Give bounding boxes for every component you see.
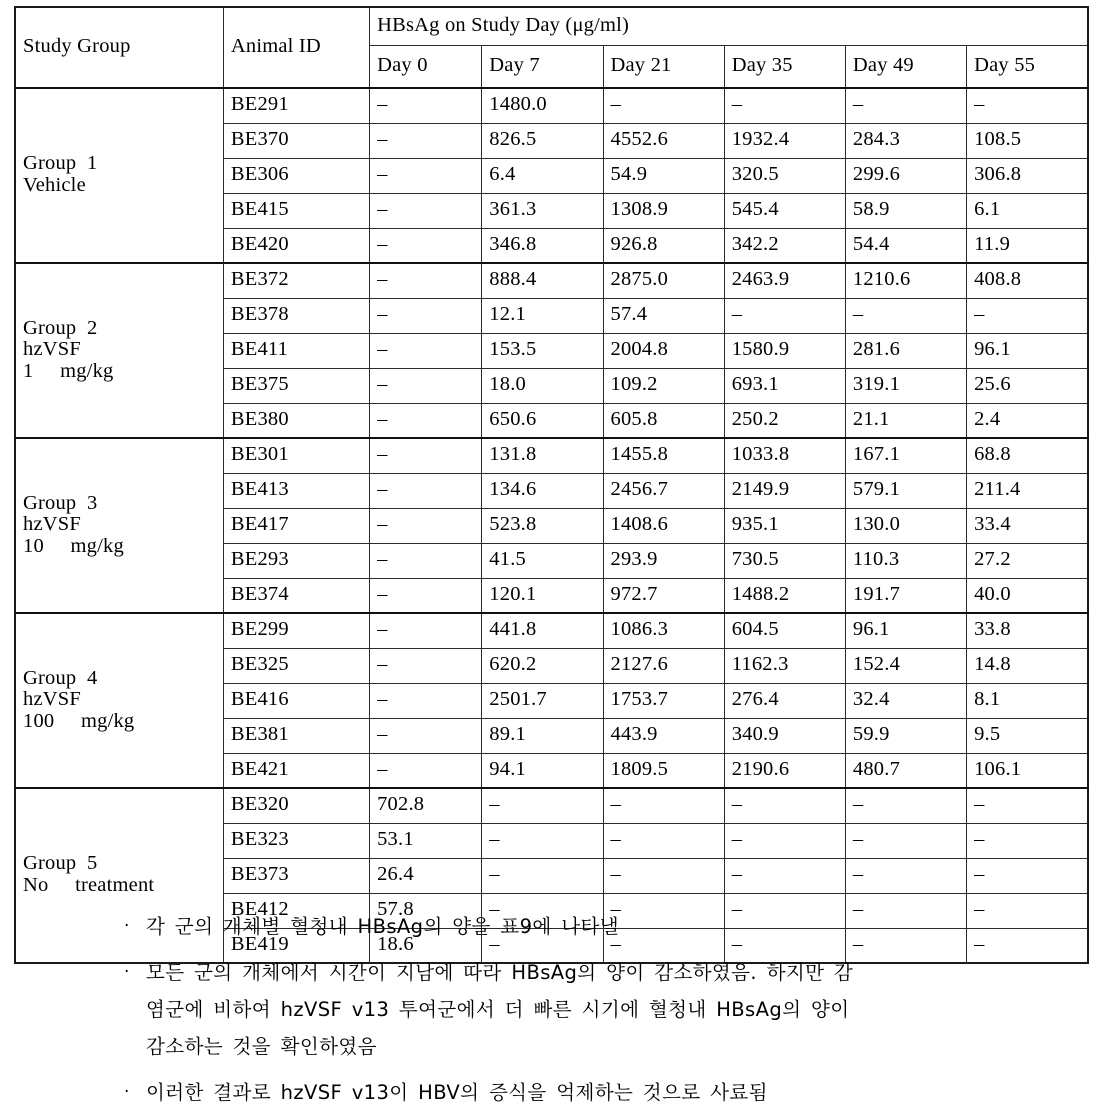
hbsag-value-cell: – [967, 88, 1088, 123]
hbsag-value-cell: 250.2 [724, 403, 845, 438]
note-item [124, 1074, 1084, 1111]
hbsag-value-cell: 2501.7 [482, 683, 603, 718]
hbsag-value-cell: 443.9 [603, 718, 724, 753]
note-line: 염군에 비하여 hzVSF v13 투여군에서 더 빠른 시기에 혈청내 HBsAg의 양이 [146, 998, 850, 1021]
hbsag-table-container [14, 6, 1089, 964]
hbsag-value-cell: 1033.8 [724, 438, 845, 473]
hbsag-value-cell: 361.3 [482, 193, 603, 228]
column-header-day-55: Day 55 [967, 46, 1088, 89]
hbsag-value-cell: – [724, 298, 845, 333]
hbsag-value-cell: 926.8 [603, 228, 724, 263]
hbsag-value-cell: 276.4 [724, 683, 845, 718]
hbsag-value-cell: 96.1 [845, 613, 966, 648]
hbsag-value-cell: 2127.6 [603, 648, 724, 683]
hbsag-value-cell: – [967, 858, 1088, 893]
hbsag-value-cell: – [482, 788, 603, 823]
hbsag-value-cell: 11.9 [967, 228, 1088, 263]
note-line: 모든 군의 개체에서 시간이 지남에 따라 HBsAg의 양이 감소하였음. 하지만 감 [146, 961, 854, 984]
hbsag-value-cell: – [724, 823, 845, 858]
animal-id-cell: BE325 [223, 648, 369, 683]
hbsag-value-cell: 826.5 [482, 123, 603, 158]
hbsag-value-cell: 27.2 [967, 543, 1088, 578]
hbsag-value-cell: – [370, 333, 482, 368]
animal-id-cell: BE372 [223, 263, 369, 298]
hbsag-value-cell: – [370, 228, 482, 263]
hbsag-value-cell: 191.7 [845, 578, 966, 613]
hbsag-value-cell: – [967, 823, 1088, 858]
hbsag-value-cell: 14.8 [967, 648, 1088, 683]
table-row [15, 613, 1088, 648]
hbsag-value-cell: 9.5 [967, 718, 1088, 753]
hbsag-value-cell: 320.5 [724, 158, 845, 193]
hbsag-value-cell: 702.8 [370, 788, 482, 823]
hbsag-value-cell: 96.1 [967, 333, 1088, 368]
hbsag-value-cell: 935.1 [724, 508, 845, 543]
animal-id-cell: BE381 [223, 718, 369, 753]
hbsag-value-cell: 888.4 [482, 263, 603, 298]
study-group-label-line: No treatment [23, 874, 155, 896]
hbsag-value-cell: 523.8 [482, 508, 603, 543]
hbsag-value-cell: 153.5 [482, 333, 603, 368]
animal-id-cell: BE415 [223, 193, 369, 228]
table-row [15, 438, 1088, 473]
hbsag-value-cell: 54.4 [845, 228, 966, 263]
animal-id-cell: BE421 [223, 753, 369, 788]
animal-id-cell: BE420 [223, 228, 369, 263]
hbsag-value-cell: 1480.0 [482, 88, 603, 123]
animal-id-cell: BE306 [223, 158, 369, 193]
animal-id-cell: BE370 [223, 123, 369, 158]
hbsag-value-cell: 57.4 [603, 298, 724, 333]
hbsag-value-cell: 1308.9 [603, 193, 724, 228]
animal-id-cell: BE416 [223, 683, 369, 718]
animal-id-cell: BE412 [223, 893, 369, 928]
hbsag-value-cell: 1162.3 [724, 648, 845, 683]
hbsag-value-cell: – [845, 298, 966, 333]
table-body [15, 88, 1088, 963]
hbsag-value-cell: – [603, 928, 724, 963]
hbsag-value-cell: 54.9 [603, 158, 724, 193]
study-group-cell [15, 263, 223, 438]
hbsag-value-cell: 120.1 [482, 578, 603, 613]
notes-list [124, 908, 1084, 1120]
hbsag-value-cell: 8.1 [967, 683, 1088, 718]
animal-id-cell: BE380 [223, 403, 369, 438]
hbsag-value-cell: – [370, 683, 482, 718]
animal-id-cell: BE374 [223, 578, 369, 613]
column-header-day-0: Day 0 [370, 46, 482, 89]
hbsag-value-cell: 1580.9 [724, 333, 845, 368]
study-group-label-line: 1 mg/kg [23, 359, 114, 382]
note-text [146, 908, 619, 945]
animal-id-cell: BE411 [223, 333, 369, 368]
study-group-label-line: 100 mg/kg [23, 709, 135, 732]
table-row [15, 788, 1088, 823]
hbsag-value-cell: 26.4 [370, 858, 482, 893]
hbsag-value-cell: 6.1 [967, 193, 1088, 228]
hbsag-value-cell: 441.8 [482, 613, 603, 648]
table-row [15, 263, 1088, 298]
hbsag-value-cell: – [482, 893, 603, 928]
column-header-hbsag-span: HBsAg on Study Day (μg/ml) [370, 7, 1088, 46]
hbsag-value-cell: – [845, 858, 966, 893]
hbsag-value-cell: – [370, 88, 482, 123]
hbsag-value-cell: 620.2 [482, 648, 603, 683]
study-group-label-line: Vehicle [23, 174, 86, 196]
hbsag-value-cell: 131.8 [482, 438, 603, 473]
hbsag-value-cell: – [482, 928, 603, 963]
hbsag-value-cell: – [724, 928, 845, 963]
study-group-cell [15, 88, 223, 263]
hbsag-value-cell: 1210.6 [845, 263, 966, 298]
hbsag-value-cell: 306.8 [967, 158, 1088, 193]
animal-id-cell: BE419 [223, 928, 369, 963]
hbsag-value-cell: – [603, 788, 724, 823]
hbsag-value-cell: 18.6 [370, 928, 482, 963]
hbsag-value-cell: 130.0 [845, 508, 966, 543]
animal-id-cell: BE417 [223, 508, 369, 543]
hbsag-value-cell: 293.9 [603, 543, 724, 578]
hbsag-value-cell: – [370, 648, 482, 683]
hbsag-value-cell: – [370, 753, 482, 788]
hbsag-value-cell: 89.1 [482, 718, 603, 753]
hbsag-value-cell: – [603, 88, 724, 123]
hbsag-value-cell: 109.2 [603, 368, 724, 403]
study-group-label-line: Group 5 [23, 852, 98, 875]
hbsag-value-cell: 25.6 [967, 368, 1088, 403]
hbsag-value-cell: 94.1 [482, 753, 603, 788]
hbsag-value-cell: 211.4 [967, 473, 1088, 508]
hbsag-value-cell: 40.0 [967, 578, 1088, 613]
column-header-animal-id: Animal ID [223, 7, 369, 88]
animal-id-cell: BE293 [223, 543, 369, 578]
hbsag-value-cell: – [370, 368, 482, 403]
hbsag-value-cell: – [724, 88, 845, 123]
hbsag-value-cell: 4552.6 [603, 123, 724, 158]
hbsag-value-cell: 319.1 [845, 368, 966, 403]
hbsag-value-cell: 108.5 [967, 123, 1088, 158]
hbsag-value-cell: – [482, 823, 603, 858]
hbsag-value-cell: – [724, 858, 845, 893]
hbsag-value-cell: – [724, 893, 845, 928]
column-header-study-group: Study Group [15, 7, 223, 88]
hbsag-value-cell: 730.5 [724, 543, 845, 578]
study-group-label-line: Group 1 [23, 152, 98, 175]
hbsag-value-cell: – [370, 263, 482, 298]
study-group-label-line: Group 2 [23, 316, 98, 339]
study-group-label-line: hzVSF [23, 338, 81, 361]
hbsag-value-cell: 2004.8 [603, 333, 724, 368]
hbsag-value-cell: 33.8 [967, 613, 1088, 648]
hbsag-value-cell: – [845, 893, 966, 928]
hbsag-value-cell: – [845, 928, 966, 963]
hbsag-value-cell: 53.1 [370, 823, 482, 858]
study-group-label-line: hzVSF [23, 688, 81, 711]
hbsag-value-cell: – [724, 788, 845, 823]
hbsag-value-cell: – [370, 473, 482, 508]
hbsag-value-cell: 41.5 [482, 543, 603, 578]
hbsag-value-cell: 68.8 [967, 438, 1088, 473]
hbsag-value-cell: 21.1 [845, 403, 966, 438]
hbsag-value-cell: – [967, 893, 1088, 928]
hbsag-value-cell: 650.6 [482, 403, 603, 438]
hbsag-value-cell: 604.5 [724, 613, 845, 648]
study-group-label-line: 10 mg/kg [23, 534, 124, 557]
hbsag-value-cell: 134.6 [482, 473, 603, 508]
hbsag-value-cell: 1932.4 [724, 123, 845, 158]
hbsag-value-cell: 2456.7 [603, 473, 724, 508]
note-text [146, 954, 853, 1065]
hbsag-value-cell: – [845, 788, 966, 823]
note-text [146, 1074, 768, 1111]
hbsag-value-cell: – [603, 823, 724, 858]
hbsag-value-cell: 167.1 [845, 438, 966, 473]
hbsag-value-cell: 408.8 [967, 263, 1088, 298]
hbsag-value-cell: 281.6 [845, 333, 966, 368]
hbsag-value-cell: – [370, 578, 482, 613]
note-line: 각 군의 개체별 혈청내 HBsAg의 양을 표9에 나타낼 [146, 915, 619, 938]
column-header-day-21: Day 21 [603, 46, 724, 89]
hbsag-value-cell: 12.1 [482, 298, 603, 333]
hbsag-value-cell: – [370, 298, 482, 333]
animal-id-cell: BE373 [223, 858, 369, 893]
hbsag-value-cell: – [370, 718, 482, 753]
hbsag-value-cell: 1455.8 [603, 438, 724, 473]
hbsag-value-cell: 57.8 [370, 893, 482, 928]
hbsag-value-cell: 2149.9 [724, 473, 845, 508]
table-row [15, 88, 1088, 123]
hbsag-value-cell: 579.1 [845, 473, 966, 508]
hbsag-value-cell: 6.4 [482, 158, 603, 193]
hbsag-value-cell: 1408.6 [603, 508, 724, 543]
bullet-icon: · [124, 1082, 130, 1102]
hbsag-value-cell: 340.9 [724, 718, 845, 753]
bullet-icon: · [124, 962, 130, 982]
hbsag-value-cell: 152.4 [845, 648, 966, 683]
bullet-icon: · [124, 916, 130, 936]
hbsag-value-cell: 972.7 [603, 578, 724, 613]
animal-id-cell: BE320 [223, 788, 369, 823]
hbsag-value-cell: 1086.3 [603, 613, 724, 648]
hbsag-value-cell: – [370, 123, 482, 158]
hbsag-value-cell: – [845, 823, 966, 858]
hbsag-value-cell: 342.2 [724, 228, 845, 263]
animal-id-cell: BE378 [223, 298, 369, 333]
note-line: 이러한 결과로 hzVSF v13이 HBV의 증식을 억제하는 것으로 사료됨 [146, 1081, 768, 1104]
hbsag-value-cell: 605.8 [603, 403, 724, 438]
hbsag-value-cell: – [370, 158, 482, 193]
animal-id-cell: BE299 [223, 613, 369, 648]
hbsag-value-cell: 545.4 [724, 193, 845, 228]
animal-id-cell: BE375 [223, 368, 369, 403]
column-header-day-7: Day 7 [482, 46, 603, 89]
study-group-label-line: Group 3 [23, 491, 98, 514]
hbsag-value-cell: – [370, 613, 482, 648]
hbsag-value-cell: 59.9 [845, 718, 966, 753]
hbsag-value-cell: 1488.2 [724, 578, 845, 613]
animal-id-cell: BE291 [223, 88, 369, 123]
study-group-cell [15, 438, 223, 613]
hbsag-value-cell: 1753.7 [603, 683, 724, 718]
hbsag-value-cell: – [967, 788, 1088, 823]
study-group-cell [15, 613, 223, 788]
hbsag-value-cell: 480.7 [845, 753, 966, 788]
note-item [124, 908, 1084, 945]
study-group-label-line: Group 4 [23, 666, 98, 689]
hbsag-value-cell: – [370, 508, 482, 543]
hbsag-value-cell: – [603, 858, 724, 893]
hbsag-value-cell: 299.6 [845, 158, 966, 193]
hbsag-value-cell: 346.8 [482, 228, 603, 263]
column-header-day-49: Day 49 [845, 46, 966, 89]
hbsag-value-cell: 2190.6 [724, 753, 845, 788]
hbsag-value-cell: 106.1 [967, 753, 1088, 788]
note-item [124, 954, 1084, 1065]
note-line: 감소하는 것을 확인하였음 [146, 1035, 377, 1058]
hbsag-value-cell: 58.9 [845, 193, 966, 228]
hbsag-value-cell: 284.3 [845, 123, 966, 158]
hbsag-value-cell: 2463.9 [724, 263, 845, 298]
hbsag-value-cell: – [370, 438, 482, 473]
hbsag-value-cell: 2875.0 [603, 263, 724, 298]
hbsag-value-cell: 2.4 [967, 403, 1088, 438]
hbsag-value-cell: 32.4 [845, 683, 966, 718]
hbsag-value-cell: 33.4 [967, 508, 1088, 543]
hbsag-value-cell: – [967, 298, 1088, 333]
table-header [15, 7, 1088, 88]
hbsag-value-cell: 18.0 [482, 368, 603, 403]
hbsag-value-cell: – [370, 543, 482, 578]
header-row-top [15, 7, 1088, 46]
animal-id-cell: BE413 [223, 473, 369, 508]
hbsag-value-cell: – [603, 893, 724, 928]
animal-id-cell: BE301 [223, 438, 369, 473]
hbsag-value-cell: – [482, 858, 603, 893]
hbsag-value-cell: – [370, 193, 482, 228]
hbsag-value-cell: – [967, 928, 1088, 963]
hbsag-value-cell: 1809.5 [603, 753, 724, 788]
column-header-day-35: Day 35 [724, 46, 845, 89]
study-group-label-line: hzVSF [23, 513, 81, 536]
hbsag-value-cell: – [845, 88, 966, 123]
hbsag-value-cell: 693.1 [724, 368, 845, 403]
hbsag-results-table [14, 6, 1089, 964]
hbsag-value-cell: – [370, 403, 482, 438]
hbsag-value-cell: 110.3 [845, 543, 966, 578]
animal-id-cell: BE323 [223, 823, 369, 858]
